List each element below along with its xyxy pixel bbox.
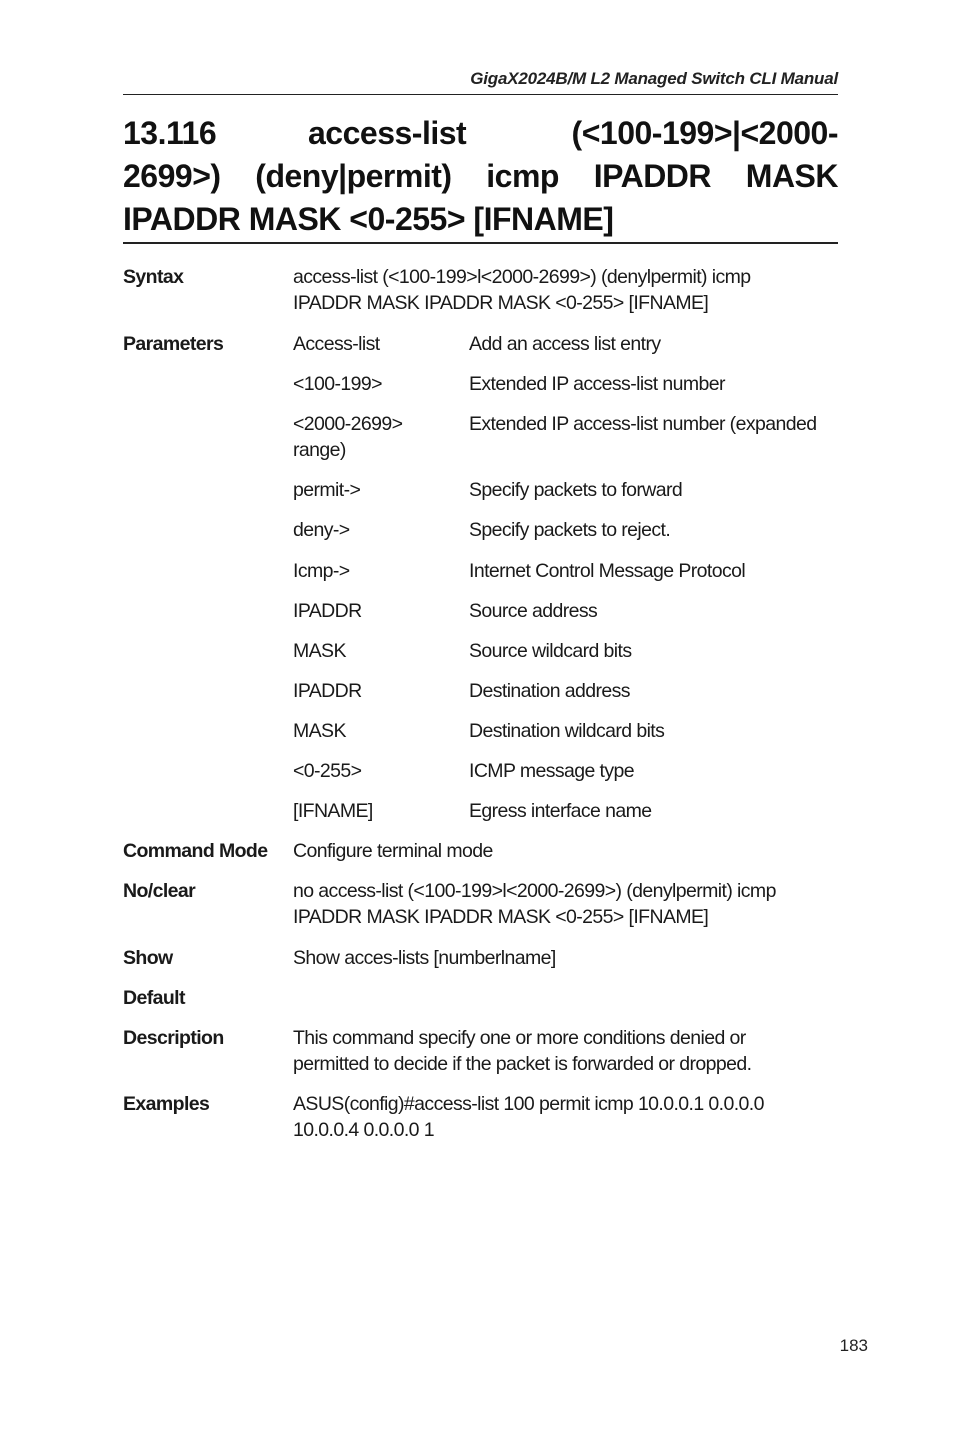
param-name: MASK — [293, 640, 346, 662]
param-desc: Source address — [469, 600, 598, 622]
param-name: IPADDR — [293, 680, 362, 702]
description-label: Description — [123, 1027, 224, 1049]
syntax-line-1: access-list (<100-199>l<2000-2699>) (denylpermit) icmp — [293, 266, 751, 288]
param-desc: ICMP message type — [469, 760, 635, 782]
param-desc: Extended IP access-list number (expanded — [469, 413, 817, 435]
param-desc-continuation: range) — [293, 439, 346, 461]
syntax-line-2: IPADDR MASK IPADDR MASK <0-255> [IFNAME] — [293, 292, 709, 314]
show-value: Show acces-lists [numberlname] — [293, 947, 556, 969]
no-clear-value — [293, 878, 838, 930]
examples-value — [293, 1091, 838, 1143]
param-desc: Destination wildcard bits — [469, 720, 665, 742]
examples-label: Examples — [123, 1093, 210, 1115]
param-name: deny-> — [293, 519, 350, 541]
param-desc: Specify packets to forward — [469, 479, 683, 501]
param-name: permit-> — [293, 479, 361, 501]
param-name: Access-list — [293, 333, 380, 355]
examples-line-1: ASUS(config)#access-list 100 permit icmp 10.0.0.1 0.0.0.0 — [293, 1093, 764, 1115]
description-value — [293, 1025, 838, 1077]
no-clear-label: No/clear — [123, 880, 196, 902]
description-line-2: permitted to decide if the packet is forwarded or dropped. — [293, 1053, 752, 1075]
examples-line-2: 10.0.0.4 0.0.0.0 1 — [293, 1119, 434, 1141]
page-number: 183 — [839, 1336, 868, 1355]
no-clear-line-1: no access-list (<100-199>l<2000-2699>) (denylpermit) icmp — [293, 880, 776, 902]
parameters-label: Parameters — [123, 333, 224, 355]
manual-title: GigaX2024B/M L2 Managed Switch CLI Manual — [470, 69, 838, 88]
param-desc: Destination address — [469, 680, 630, 702]
command-mode-label: Command Mode — [123, 840, 268, 862]
param-name: <100-199> — [293, 373, 382, 395]
section-number: 13.116 — [123, 115, 217, 151]
param-desc: Extended IP access-list number — [469, 373, 725, 395]
show-label: Show — [123, 947, 173, 969]
section-heading — [123, 112, 838, 241]
param-desc: Specify packets to reject. — [469, 519, 671, 541]
param-name: [IFNAME] — [293, 800, 373, 822]
no-clear-line-2: IPADDR MASK IPADDR MASK <0-255> [IFNAME] — [293, 906, 709, 928]
syntax-label: Syntax — [123, 266, 184, 288]
param-name: <0-255> — [293, 760, 362, 782]
param-desc: Source wildcard bits — [469, 640, 632, 662]
command-mode-value: Configure terminal mode — [293, 840, 493, 862]
param-desc: Egress interface name — [469, 800, 652, 822]
param-name: IPADDR — [293, 600, 362, 622]
param-name: <2000-2699> — [293, 413, 403, 435]
param-name: MASK — [293, 720, 346, 742]
description-line-1: This command specify one or more conditions denied or — [293, 1027, 746, 1049]
header-divider — [123, 94, 838, 95]
param-name: Icmp-> — [293, 560, 350, 582]
default-label: Default — [123, 987, 185, 1009]
section-title: access-list (<100-199>|<2000-2699>) (deny|permit) icmp IPADDR MASK IPADDR MASK <0-255> [IFNAME] — [123, 115, 838, 237]
heading-divider — [123, 242, 838, 244]
param-desc: Add an access list entry — [469, 333, 661, 355]
syntax-value — [293, 264, 838, 316]
param-desc: Internet Control Message Protocol — [469, 560, 746, 582]
